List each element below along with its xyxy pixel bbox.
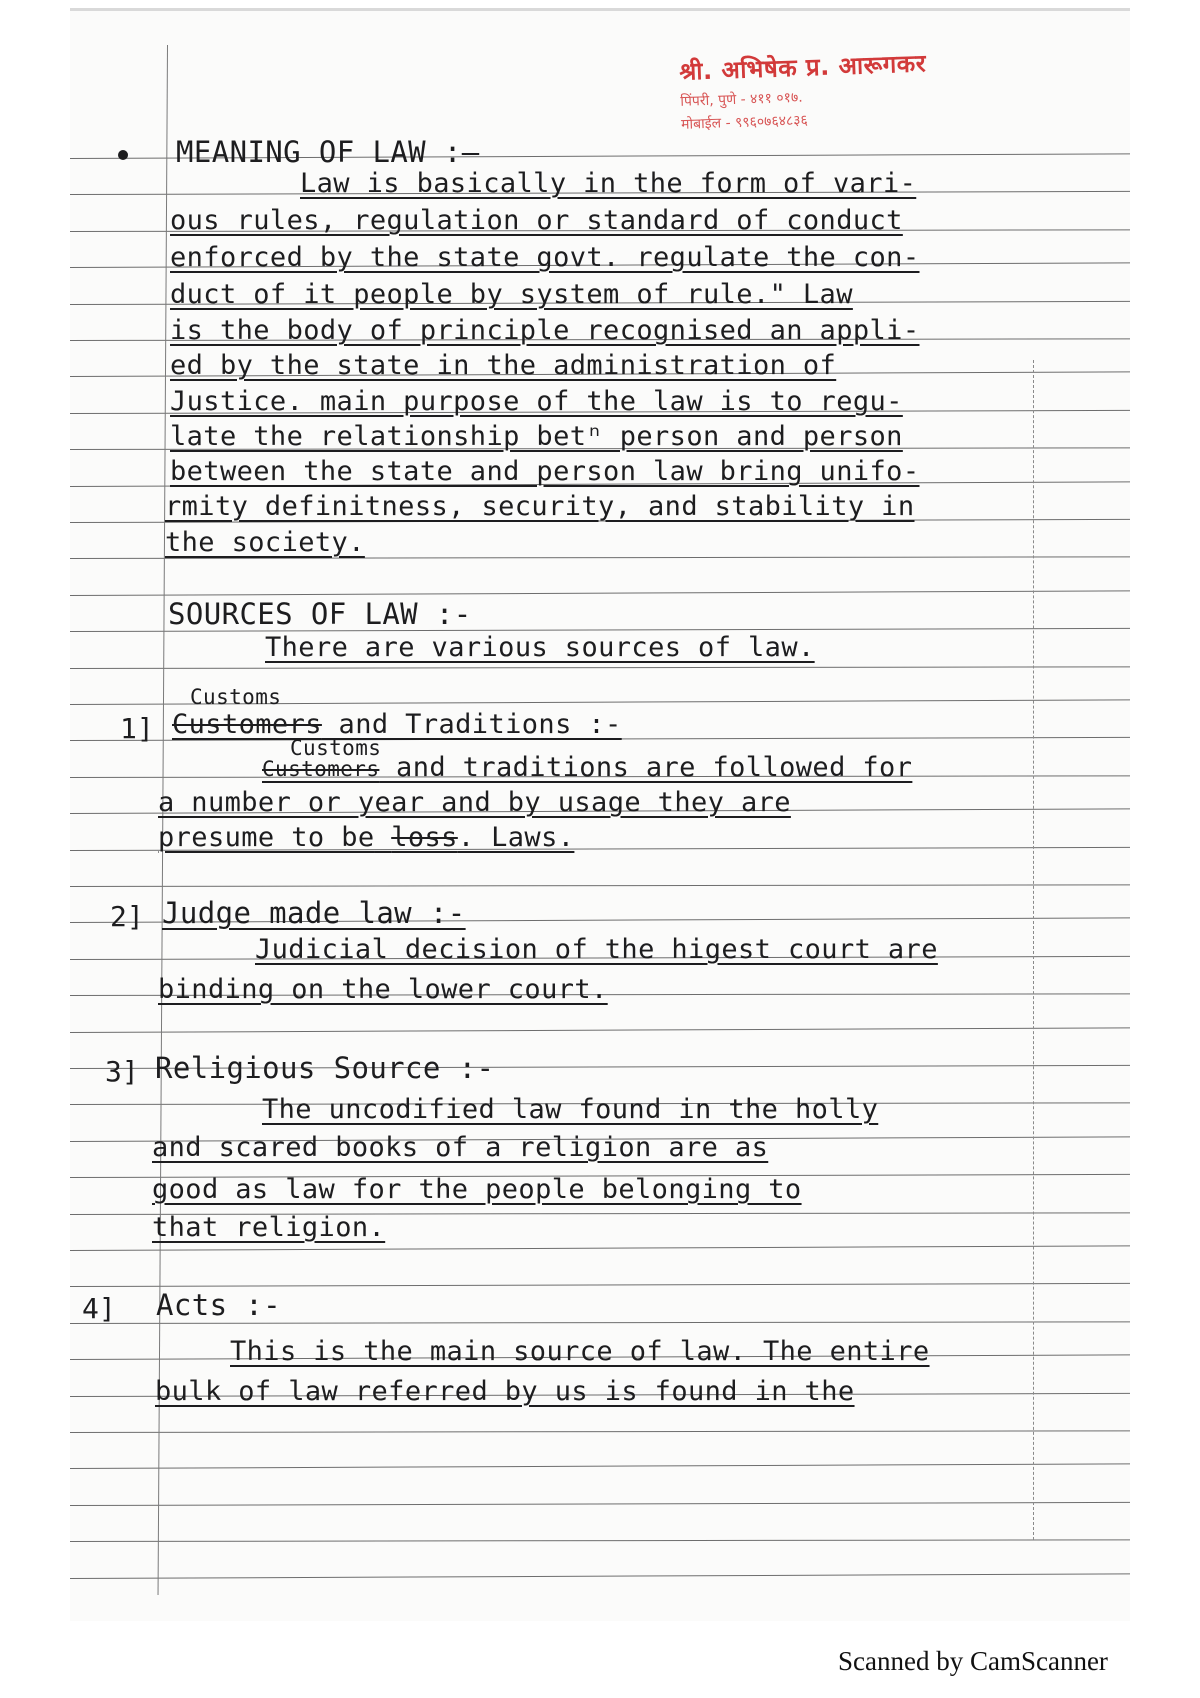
sources-intro: There are various sources of law. [265, 632, 815, 663]
item-heading: Religious Source :- [155, 1051, 495, 1085]
item-line: The uncodified law found in the holly [262, 1094, 879, 1125]
meaning-line: late the relationship betⁿ person and person [170, 421, 903, 452]
meaning-line: Justice. main purpose of the law is to regu- [170, 386, 903, 417]
item-line: good as law for the people belonging to [152, 1174, 802, 1205]
correction-text: Customs [290, 736, 382, 760]
item-line-text: presume to be [158, 822, 375, 853]
meaning-line: between the state and person law bring unifo- [170, 456, 920, 487]
right-margin-line [1033, 360, 1034, 1540]
owner-stamp [679, 45, 962, 134]
item-heading: Acts :- [156, 1288, 282, 1322]
item-line: that religion. [152, 1212, 386, 1243]
sources-heading: SOURCES OF LAW :- [168, 597, 472, 631]
meaning-line: ous rules, regulation or standard of conduct [170, 205, 903, 236]
item-line [262, 752, 912, 783]
stamp-name: श्री. अभिषेक प्र. आरूगकर [678, 49, 927, 86]
meaning-line: Law is basically in the form of vari- [300, 168, 917, 199]
stamp-mobile: मोबाईल - ९९६०७६४८३६ [680, 112, 809, 133]
correction-text: Customs [190, 685, 282, 709]
meaning-line: ed by the state in the administration of [170, 350, 837, 381]
meaning-heading: MEANING OF LAW :— [176, 135, 480, 169]
item-line: Judicial decision of the higest court are [255, 934, 938, 965]
item-line-text: . Laws. [457, 822, 575, 853]
item-number: 2] [110, 900, 144, 933]
item-line-text: and traditions are followed for [379, 752, 913, 783]
item-heading [172, 709, 622, 740]
meaning-line: duct of it people by system of rule." Law [170, 279, 853, 310]
struck-word: Customers [262, 757, 380, 781]
stamp-address: पिंपरी, पुणे - ४११ ०१७. [680, 89, 803, 110]
meaning-line: the society. [165, 527, 365, 558]
item-number: 4] [82, 1292, 116, 1325]
struck-word: loss [391, 822, 458, 853]
meaning-line: is the body of principle recognised an appli- [170, 315, 920, 346]
bullet-point [118, 150, 128, 160]
meaning-line: rmity definitness, security, and stability in [165, 491, 915, 522]
item-line: bulk of law referred by us is found in the [155, 1376, 855, 1407]
item-line: a number or year and by usage they are [158, 787, 791, 818]
item-line: This is the main source of law. The entire [230, 1336, 930, 1367]
meaning-line: enforced by the state govt. regulate the con- [170, 242, 920, 273]
struck-word: Customers [172, 709, 322, 740]
item-heading-text: and Traditions :- [321, 709, 622, 740]
item-number: 3] [105, 1055, 139, 1088]
scanner-watermark: Scanned by CamScanner [838, 1646, 1108, 1676]
item-line: and scared books of a religion are as [152, 1132, 769, 1163]
item-number: 1] [120, 712, 154, 745]
item-line [158, 822, 574, 853]
item-heading: Judge made law :- [162, 896, 466, 930]
item-line: binding on the lower court. [158, 974, 608, 1005]
